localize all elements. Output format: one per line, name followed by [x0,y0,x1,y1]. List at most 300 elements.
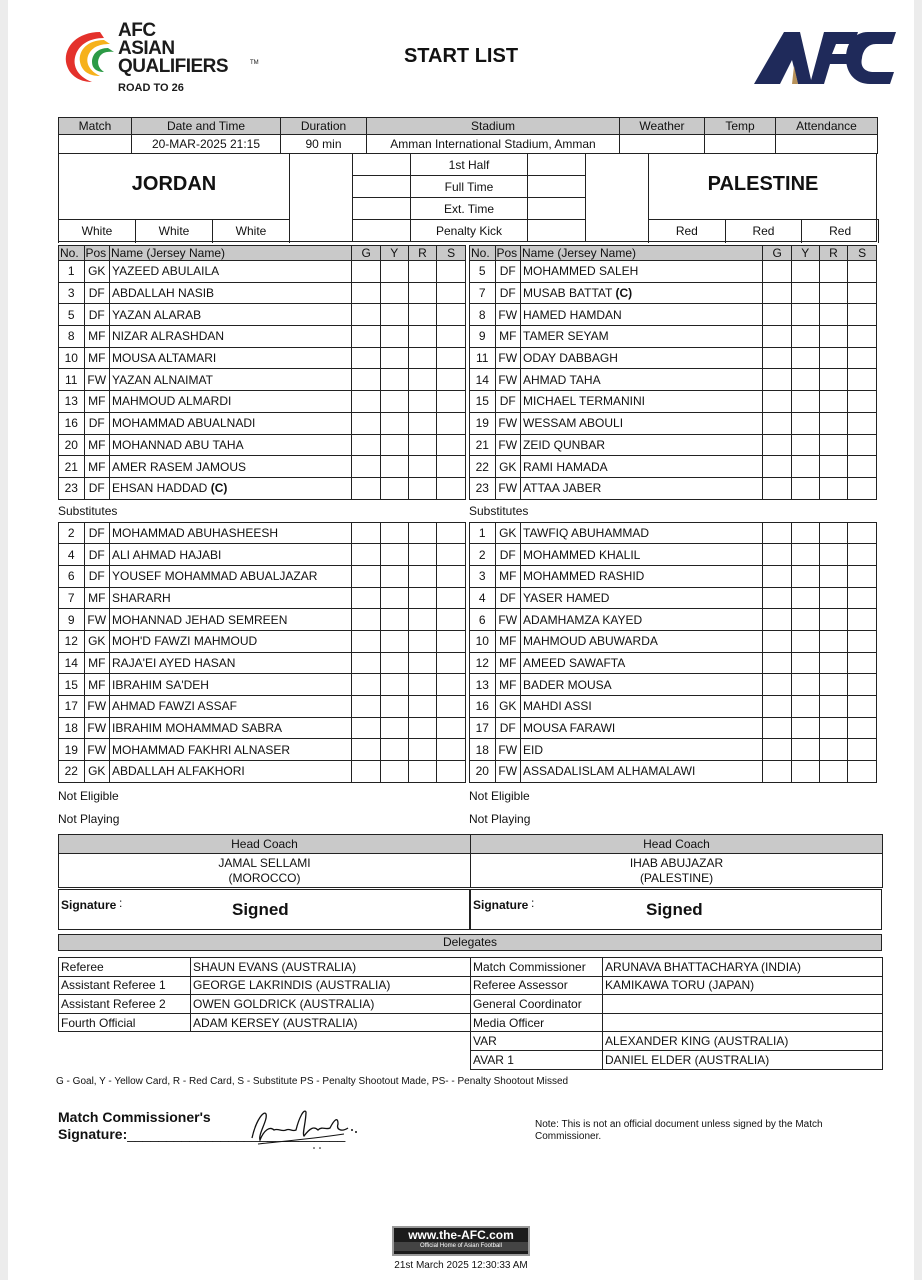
stamp-url: www.the-AFC.com [408,1228,514,1242]
stat-cell [848,761,877,783]
player-position: DF [495,261,521,283]
home-not-eligible-label: Not Eligible [58,788,119,803]
stat-cell [791,369,819,391]
player-row [59,282,466,304]
player-position: FW [84,739,110,761]
stat-cell [352,696,381,718]
stat-cell [791,261,819,283]
player-position: MF [495,565,521,587]
away-score-1st-half [528,154,586,176]
stat-cell [819,761,848,783]
stat-cell [380,544,408,566]
delegate-row [471,1032,883,1051]
player-number: 8 [59,326,85,348]
lineup-header: Pos [495,246,521,261]
stat-cell [763,412,792,434]
stat-cell [819,412,848,434]
away-starters-table [469,245,877,500]
player-number: 7 [470,282,496,304]
stat-cell [380,674,408,696]
stat-cell [408,717,437,739]
player-row [470,282,877,304]
player-position: FW [495,304,521,326]
player-number: 9 [470,326,496,348]
delegate-name: ARUNAVA BHATTACHARYA (INDIA) [603,958,883,977]
player-number: 3 [470,565,496,587]
player-number: 18 [470,739,496,761]
stat-cell [819,261,848,283]
player-position: MF [84,391,110,413]
stamp-tagline: Official Home of Asian Football [394,1242,528,1251]
stat-cell [437,696,466,718]
player-number: 6 [59,565,85,587]
signature-underline: ____________________________ [127,1126,346,1142]
handwritten-signature [244,1100,364,1155]
player-position: DF [495,717,521,739]
player-row [59,391,466,413]
player-name-cell [521,456,763,478]
stat-cell [791,717,819,739]
delegate-role: Referee Assessor [471,976,603,995]
player-name-cell [521,304,763,326]
stat-cell [791,326,819,348]
stat-cell [380,477,408,499]
player-number: 9 [59,609,85,631]
player-row [59,369,466,391]
player-position: DF [495,587,521,609]
stat-cell [848,412,877,434]
stat-cell [848,674,877,696]
delegate-row [59,995,471,1014]
player-position: DF [84,522,110,544]
stat-cell [408,326,437,348]
period-label: 1st Half [411,154,528,176]
player-number: 4 [59,544,85,566]
stat-cell [380,631,408,653]
player-row [470,456,877,478]
stat-cell [848,326,877,348]
stat-cell [819,544,848,566]
player-row [470,412,877,434]
delegate-row [59,958,471,977]
stat-cell [408,587,437,609]
stat-cell [380,739,408,761]
stat-cell [380,304,408,326]
player-number: 16 [59,412,85,434]
stat-cell [380,391,408,413]
player-name-cell [110,391,352,413]
head-coach-table [58,834,883,888]
stat-cell [380,565,408,587]
stat-cell [408,347,437,369]
player-number: 12 [59,631,85,653]
substitute-row [470,544,877,566]
player-name: RAJA'EI AYED HASAN [110,652,352,674]
weather-value [620,135,705,154]
delegate-name: ADAM KERSEY (AUSTRALIA) [191,1013,471,1032]
player-position: GK [84,761,110,783]
player-name: ALI AHMAD HAJABI [110,544,352,566]
home-substitutes-table [58,522,466,783]
stat-cell [848,717,877,739]
stat-cell [848,477,877,499]
stat-cell [437,304,466,326]
home-kit-color: White [213,220,290,243]
player-position: GK [495,522,521,544]
stat-cell [437,717,466,739]
stat-cell [819,652,848,674]
stat-cell [437,631,466,653]
stat-cell [408,456,437,478]
home-signature-colon: : [119,896,123,910]
player-name: MICHAEL TERMANINI [523,394,646,409]
stat-cell [819,477,848,499]
header-attendance: Attendance [776,118,878,135]
stat-cell [380,412,408,434]
substitute-row [59,631,466,653]
player-name-cell [521,434,763,456]
stat-cell [352,631,381,653]
away-lineup [469,245,877,829]
afc-website-stamp [392,1226,530,1256]
away-not-playing-label: Not Playing [469,811,531,826]
temp-value [705,135,776,154]
player-name-cell [110,347,352,369]
away-coach-name: IHAB ABUJAZAR [629,855,724,870]
stat-cell [380,369,408,391]
stat-cell [791,565,819,587]
delegate-role: General Coordinator [471,995,603,1014]
delegate-name [603,1013,883,1032]
player-number: 16 [470,696,496,718]
delegate-name: DANIEL ELDER (AUSTRALIA) [603,1050,883,1069]
stat-cell [763,261,792,283]
logo-subtitle: ROAD TO 26 [118,82,184,94]
home-kit-colors [58,219,290,243]
player-number: 15 [59,674,85,696]
substitute-row [59,717,466,739]
player-row [59,304,466,326]
player-position: DF [84,477,110,499]
delegate-role: VAR [471,1032,603,1051]
stat-cell [791,696,819,718]
player-name: MOUSA ALTAMARI [112,351,217,366]
delegate-name: OWEN GOLDRICK (AUSTRALIA) [191,995,471,1014]
player-number: 13 [470,674,496,696]
stat-cell [380,326,408,348]
delegate-name: GEORGE LAKRINDIS (AUSTRALIA) [191,976,471,995]
player-number: 14 [470,369,496,391]
home-coach-label: Head Coach [59,835,471,854]
stat-cell [791,304,819,326]
player-name: NIZAR ALRASHDAN [112,329,225,344]
stat-cell [437,522,466,544]
player-name: YASER HAMED [521,587,763,609]
player-number: 19 [59,739,85,761]
player-name: ADAMHAMZA KAYED [521,609,763,631]
delegate-row [471,1013,883,1032]
player-row [470,434,877,456]
stat-cell [819,717,848,739]
stat-cell [352,261,381,283]
player-name: EID [521,739,763,761]
stat-cell [352,304,381,326]
player-row [59,434,466,456]
player-row [59,456,466,478]
score-panel [58,153,877,242]
logo-line-3: QUALIFIERS [118,56,229,77]
player-position: MF [495,326,521,348]
home-score-ext-time [353,198,411,220]
away-substitutes-label: Substitutes [469,503,529,518]
player-name-cell [110,261,352,283]
stat-cell [819,347,848,369]
lineup-header: R [819,246,848,261]
player-name: AMEED SAWAFTA [521,652,763,674]
player-name: MAHMOUD ALMARDI [112,394,232,409]
stat-cell [848,587,877,609]
away-kit-colors [648,219,879,243]
stat-cell [408,565,437,587]
period-score-grid [352,153,586,242]
stat-cell [352,761,381,783]
stat-cell [848,456,877,478]
player-position: MF [84,347,110,369]
lineup-header: G [763,246,792,261]
stat-cell [408,544,437,566]
stat-cell [352,717,381,739]
player-position: DF [495,391,521,413]
player-name: RAMI HAMADA [523,459,608,474]
stat-cell [437,739,466,761]
player-name: MAHMOUD ABUWARDA [521,631,763,653]
player-name: ABDALLAH ALFAKHORI [110,761,352,783]
stat-cell [819,739,848,761]
stat-cell [763,587,792,609]
logo-trademark: TM [250,60,259,66]
stat-cell [352,326,381,348]
player-number: 12 [470,652,496,674]
delegate-role: Assistant Referee 1 [59,976,191,995]
stat-cell [352,739,381,761]
player-number: 1 [59,261,85,283]
stat-cell [848,261,877,283]
stat-cell [819,304,848,326]
datetime-value: 20-MAR-2025 21:15 [132,135,281,154]
player-position: FW [84,696,110,718]
match-value [59,135,132,154]
stat-cell [763,717,792,739]
stat-cell [408,696,437,718]
stat-cell [352,652,381,674]
lineup-header: Y [380,246,408,261]
player-name-cell [521,347,763,369]
delegate-role: Media Officer [471,1013,603,1032]
player-row [59,477,466,499]
stat-cell [380,587,408,609]
delegate-name: SHAUN EVANS (AUSTRALIA) [191,958,471,977]
player-name-cell [521,326,763,348]
header-match: Match [59,118,132,135]
logo-line-2: ASIAN [118,38,175,59]
player-name-cell [521,369,763,391]
player-number: 23 [59,477,85,499]
stat-cell [791,391,819,413]
stat-cell [437,456,466,478]
player-position: MF [84,587,110,609]
stat-cell [763,761,792,783]
stat-cell [791,456,819,478]
away-kit-color: Red [802,220,879,243]
stat-cell [352,412,381,434]
player-position: DF [495,544,521,566]
substitute-row [470,565,877,587]
stat-cell [352,282,381,304]
player-name-cell [110,282,352,304]
delegates-left-table [58,957,471,1032]
delegate-row [471,976,883,995]
player-position: MF [84,326,110,348]
player-name-cell [521,391,763,413]
stat-cell [437,674,466,696]
substitute-row [470,587,877,609]
stat-cell [848,631,877,653]
stat-cell [763,304,792,326]
player-name: ODAY DABBAGH [523,351,618,366]
player-position: MF [495,652,521,674]
substitute-row [59,696,466,718]
stat-cell [763,369,792,391]
player-number: 15 [470,391,496,413]
stat-cell [848,544,877,566]
stat-cell [352,544,381,566]
player-row [470,304,877,326]
home-kit-color: White [59,220,136,243]
stat-cell [437,652,466,674]
stat-cell [352,477,381,499]
home-lineup [58,245,466,829]
stat-cell [819,631,848,653]
stat-cell [437,565,466,587]
away-kit-color: Red [725,220,802,243]
stat-cell [408,282,437,304]
player-name: SHARARH [110,587,352,609]
player-number: 14 [59,652,85,674]
stat-cell [763,652,792,674]
substitute-row [59,652,466,674]
away-signature-box [470,889,882,930]
home-starters-table [58,245,466,500]
substitute-row [470,522,877,544]
player-name: WESSAM ABOULI [523,416,624,431]
lineup-header: G [352,246,381,261]
away-score-penalty [528,220,586,242]
player-name-cell [521,477,763,499]
stat-cell [819,434,848,456]
player-name: MOHAMMED KHALIL [521,544,763,566]
stat-cell [408,739,437,761]
player-position: FW [495,477,521,499]
delegates-right-table [470,957,883,1070]
substitute-row [59,609,466,631]
lineup-header: S [437,246,466,261]
stat-cell [791,761,819,783]
player-number: 11 [470,347,496,369]
player-number: 10 [59,347,85,369]
stat-cell [352,565,381,587]
player-name: TAMER SEYAM [523,329,609,344]
home-team-name: JORDAN [131,173,217,195]
home-not-playing-label: Not Playing [58,811,120,826]
delegate-row [471,1050,883,1069]
attendance-value [776,135,878,154]
away-substitutes-table [469,522,877,783]
delegate-role: Assistant Referee 2 [59,995,191,1014]
stat-cell [848,652,877,674]
substitute-row [470,609,877,631]
player-number: 22 [59,761,85,783]
player-name: HAMED HAMDAN [523,307,622,322]
player-position: GK [84,261,110,283]
player-number: 22 [470,456,496,478]
player-name: MOHAMMAD ABUALNADI [112,416,256,431]
commissioner-signature-line2: Signature: [58,1126,128,1142]
player-name: ASSADALISLAM ALHAMALAWI [521,761,763,783]
lineup-header: Y [791,246,819,261]
stat-cell [352,369,381,391]
stat-cell [408,412,437,434]
player-position: GK [495,456,521,478]
commissioner-signature-line1: Match Commissioner's [58,1109,211,1125]
player-name: MOHANNAD JEHAD SEMREEN [110,609,352,631]
document-page [8,0,914,1280]
player-position: MF [495,631,521,653]
lineup-header: S [848,246,877,261]
stat-cell [763,739,792,761]
player-number: 1 [470,522,496,544]
stat-cell [352,456,381,478]
player-name: EHSAN HADDAD [112,481,208,496]
stat-cell [763,434,792,456]
stat-cell [408,652,437,674]
stat-cell [763,522,792,544]
stat-cell [380,282,408,304]
stat-cell [763,347,792,369]
stat-cell [437,261,466,283]
player-row [470,391,877,413]
period-label: Full Time [411,176,528,198]
player-position: FW [495,434,521,456]
player-position: MF [84,674,110,696]
substitute-row [470,739,877,761]
stat-cell [791,412,819,434]
stat-cell [763,565,792,587]
stamp-timestamp: 21st March 2025 12:30:33 AM [394,1260,528,1271]
player-name-cell [110,456,352,478]
player-number: 3 [59,282,85,304]
away-team-name: PALESTINE [707,173,819,195]
stat-cell [763,544,792,566]
stat-cell [408,391,437,413]
stat-cell [848,347,877,369]
stat-cell [380,761,408,783]
player-number: 2 [59,522,85,544]
player-number: 10 [470,631,496,653]
divider [648,153,649,219]
stat-cell [848,304,877,326]
stat-cell [763,631,792,653]
player-number: 19 [470,412,496,434]
